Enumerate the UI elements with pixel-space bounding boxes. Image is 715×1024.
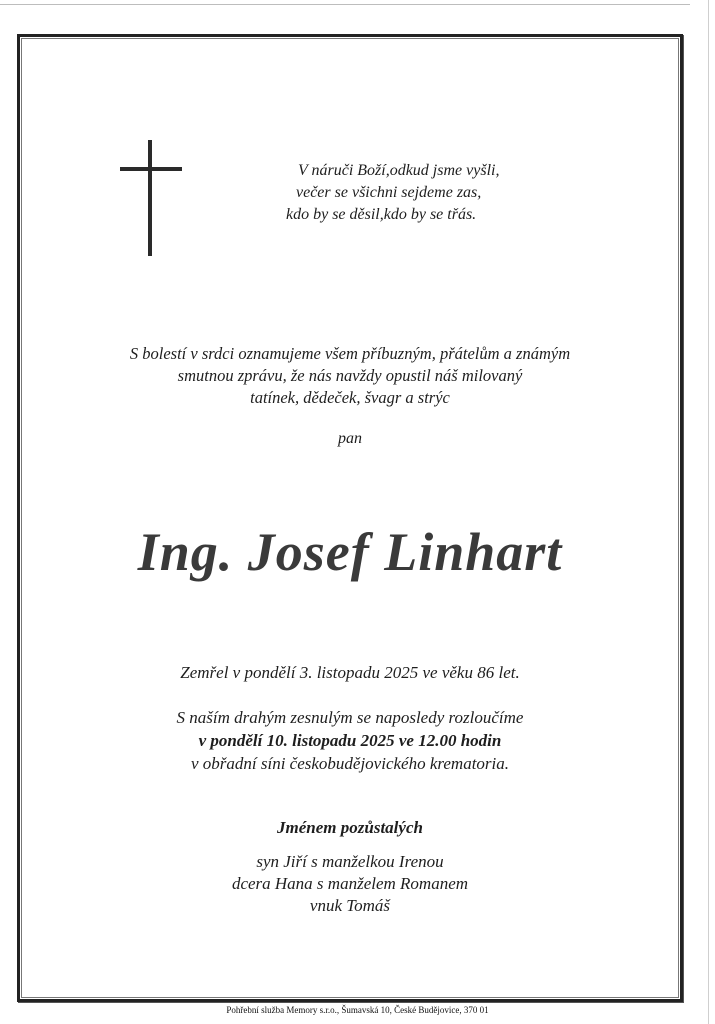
announcement-intro (40, 343, 660, 409)
farewell-date-bold: v pondělí 10. listopadu 2025 ve 12.00 hodin (198, 731, 502, 750)
intro-line: S bolestí v srdci oznamujeme všem příbuzným, přátelům a známým (129, 344, 571, 363)
scan-top-rule (0, 4, 690, 5)
farewell-place: v obřadní síni českobudějovického krematoria. (190, 754, 510, 773)
cross-vertical-bar (148, 140, 152, 256)
survivors-title: Jménem pozůstalých (277, 818, 423, 837)
poem-line: V náruči Boží,odkud jsme vyšli, (298, 162, 500, 179)
survivor-entry: syn Jiří s manželkou Irenou (256, 852, 444, 871)
poem-line: kdo by se děsil,kdo by se třás. (286, 206, 477, 223)
cross-icon (120, 140, 182, 256)
honorific: pan (338, 430, 362, 447)
deceased-name: Ing. Josef Linhart (137, 522, 563, 582)
farewell-date-time (40, 729, 660, 752)
scan-edge-line (708, 0, 709, 1024)
cross-horizontal-bar (120, 167, 182, 171)
death-notice: Zemřel v pondělí 3. listopadu 2025 ve věku 86 let. (180, 663, 520, 682)
farewell-details (40, 706, 660, 775)
poem-line: večer se všichni sejdeme zas, (296, 184, 482, 201)
funeral-service-footer: Pohřební služba Memory s.r.o., Šumavská 10, České Budějovice, 370 01 (226, 1005, 489, 1015)
survivor-entry: dcera Hana s manželem Romanem (231, 874, 469, 893)
farewell-line: S naším drahým zesnulým se naposledy rozloučíme (176, 708, 524, 727)
memorial-poem (286, 160, 586, 226)
intro-line: tatínek, dědeček, švagr a strýc (250, 388, 450, 407)
intro-line: smutnou zprávu, že nás navždy opustil náš milovaný (177, 366, 523, 385)
survivor-entry: vnuk Tomáš (309, 896, 391, 915)
survivors-list (40, 851, 660, 917)
